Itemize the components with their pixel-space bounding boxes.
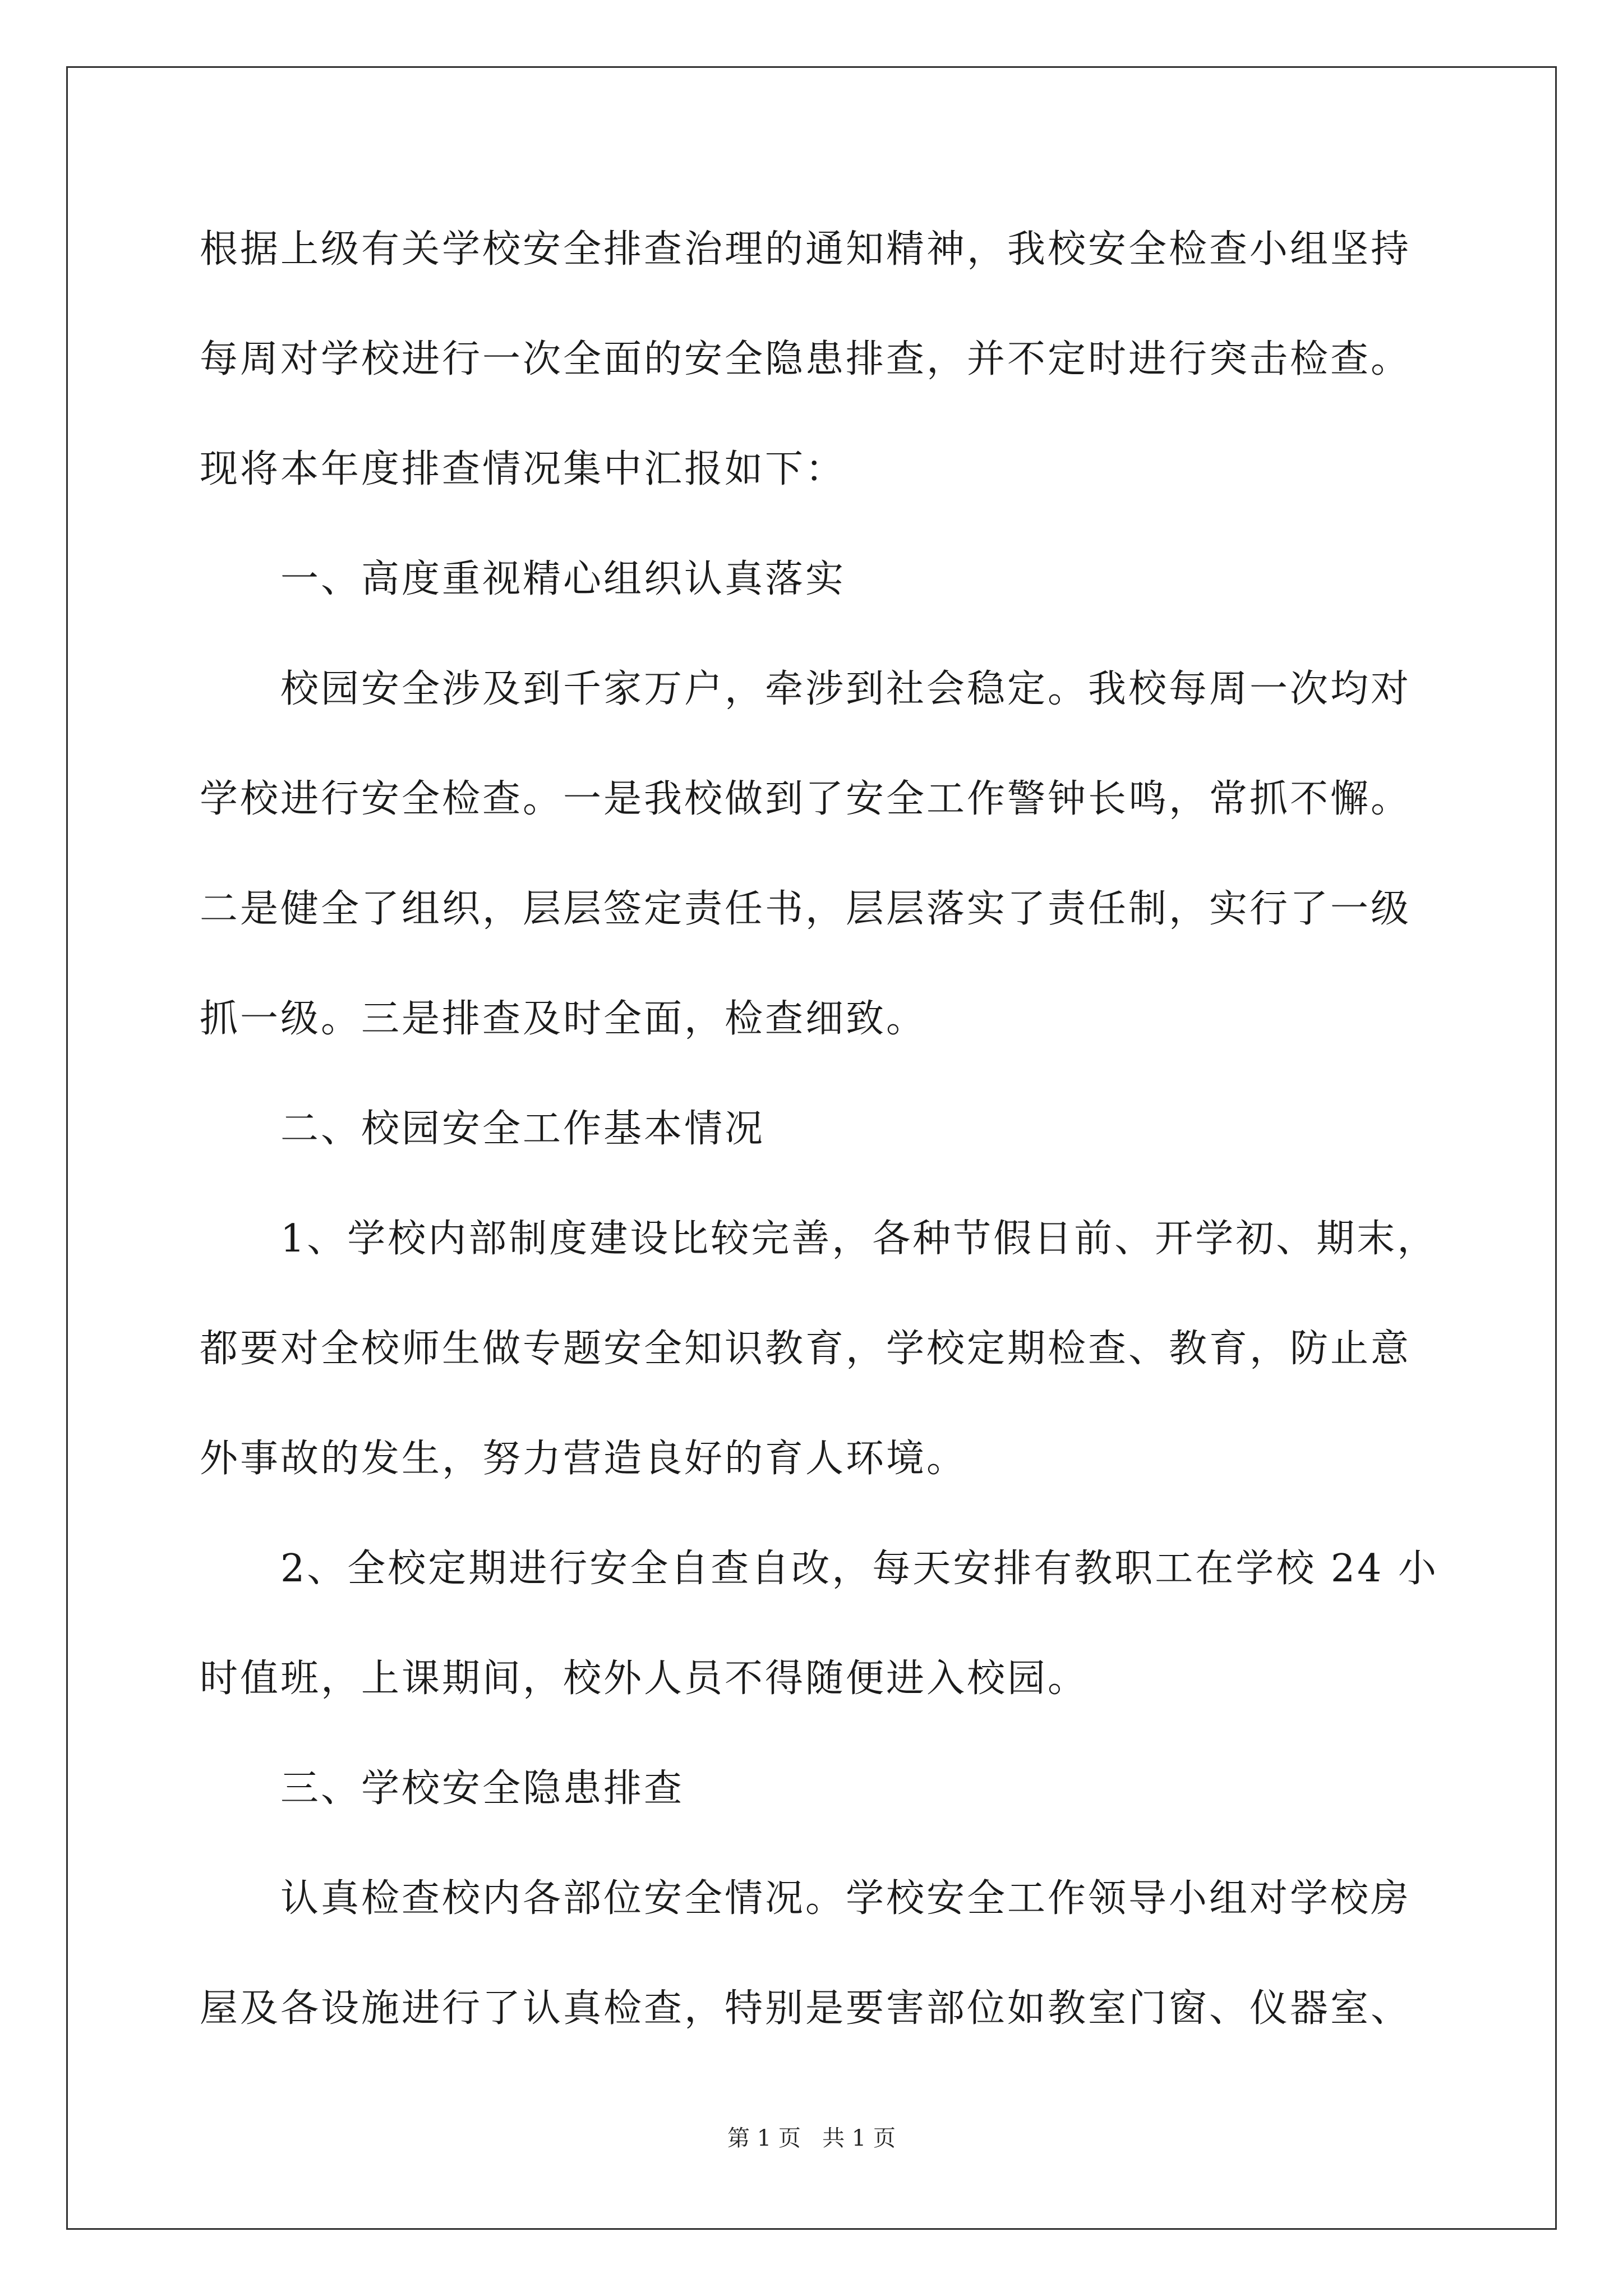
section-heading: 三、学校安全隐患排查 — [280, 1766, 685, 1811]
paragraph-line: 时值班，上课期间，校外人员不得随便进入校园。 — [200, 1657, 1089, 1701]
paragraph-line: 认真检查校内各部位安全情况。学校安全工作领导小组对学校房 — [280, 1876, 1412, 1921]
paragraph-line: 二是健全了组织，层层签定责任书，层层落实了责任制，实行了一级 — [200, 887, 1412, 931]
paragraph-line: 外事故的发生，努力营造良好的育人环境。 — [200, 1437, 967, 1481]
section-heading: 一、高度重视精心组织认真落实 — [280, 557, 846, 601]
paragraph-line: 每周对学校进行一次全面的安全隐患排查，并不定时进行突击检查。 — [200, 337, 1412, 381]
paragraph-line: 抓一级。三是排查及时全面，检查细致。 — [200, 997, 927, 1041]
paragraph-line: 都要对全校师生做专题安全知识教育，学校定期检查、教育，防止意 — [200, 1327, 1412, 1371]
paragraph-line: 2、全校定期进行安全自查自改，每天安排有教职工在学校 24 小 — [280, 1547, 1439, 1591]
page-number-footer: 第 1 页 共 1 页 — [727, 2125, 896, 2151]
paragraph-line: 校园安全涉及到千家万户，牵涉到社会稳定。我校每周一次均对 — [280, 667, 1412, 711]
paragraph-line: 根据上级有关学校安全排查治理的通知精神，我校安全检查小组坚持 — [200, 227, 1412, 272]
paragraph-line: 屋及各设施进行了认真检查，特别是要害部位如教室门窗、仪器室、 — [200, 1986, 1412, 2031]
section-heading: 二、校园安全工作基本情况 — [280, 1107, 766, 1151]
paragraph-line: 1、学校内部制度建设比较完善，各种节假日前、开学初、期末， — [280, 1217, 1438, 1261]
paragraph-line: 学校进行安全检查。一是我校做到了安全工作警钟长鸣，常抓不懈。 — [200, 777, 1412, 821]
document-body — [200, 216, 1451, 2085]
paragraph-line: 现将本年度排查情况集中汇报如下： — [200, 447, 846, 491]
